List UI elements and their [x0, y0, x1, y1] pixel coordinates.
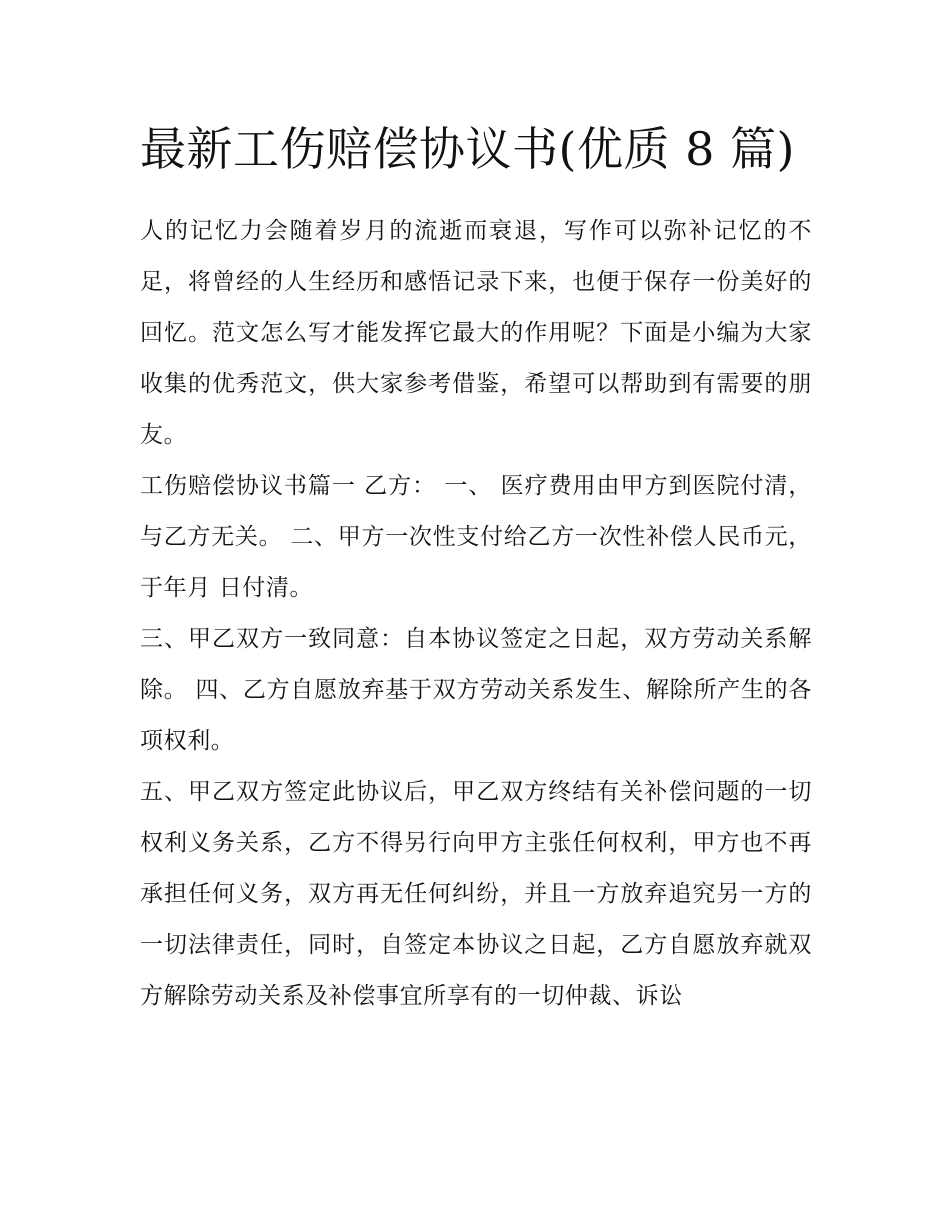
document-page [140, 112, 812, 1022]
paragraph-article-5: 五、甲乙双方签定此协议后，甲乙双方终结有关补偿问题的一切权利义务关系，乙方不得另行向甲方主张任何权利，甲方也不再承担任何义务，双方再无任何纠纷，并且一方放弃追究另一方的一切法律责任，同时，自签定本协议之日起，乙方自愿放弃就双方解除劳动关系及补偿事宜所享有的一切仲裁、诉讼 [140, 779, 812, 1009]
paragraph-article-1-2: 工伤赔偿协议书篇一 乙方： 一、 医疗费用由甲方到医院付清，与乙方无关。 二、甲方一次性支付给乙方一次性补偿人民币元，于年月 日付清。 [140, 473, 812, 601]
document-body [140, 206, 812, 1022]
paragraph-article-3-4: 三、甲乙双方一致同意：自本协议签定之日起，双方劳动关系解除。 四、乙方自愿放弃基于双方劳动关系发生、解除所产生的各项权利。 [140, 626, 812, 754]
paragraph-intro: 人的记忆力会随着岁月的流逝而衰退，写作可以弥补记忆的不足，将曾经的人生经历和感悟记录下来，也便于保存一份美好的回忆。范文怎么写才能发挥它最大的作用呢？下面是小编为大家收集的优秀范文，供大家参考借鉴，希望可以帮助到有需要的朋友。 [140, 218, 812, 448]
document-title: 最新工伤赔偿协议书(优质 8 篇) [140, 122, 795, 176]
